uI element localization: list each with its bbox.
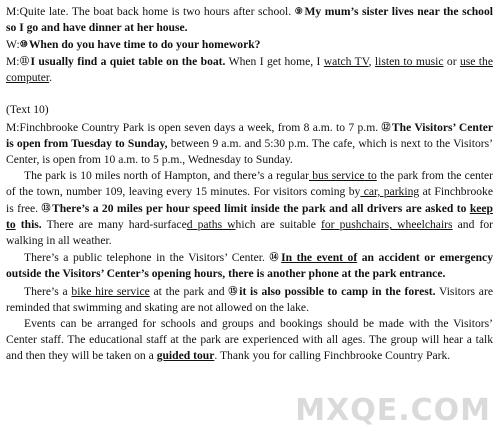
bold-text-run: The Visitors’ Center is open from Tuesday to Sunday,	[6, 120, 493, 150]
text-run: and for walking in all weather.	[6, 218, 493, 248]
text-run: the park from the center of the town, number 109, leaving every 15 minutes. For visitors coming by	[6, 168, 493, 198]
text-run: Events can be arranged for schools and groups and bookings should be made with the Visitors’ Center staff. The educational staff at the park are experienced with all ages. The group will hear a talk and then they will be taken on a	[6, 316, 493, 362]
paragraph-4	[6, 283, 493, 316]
text-run: There’s a	[24, 284, 72, 298]
text-run: at the park and	[149, 284, 229, 298]
underlined-phrase: watch TV	[323, 55, 369, 69]
text-run: ,	[368, 55, 375, 69]
text-run: There’s a public telephone in the Visitors’ Center.	[24, 251, 270, 265]
question-marker: ⑨	[294, 6, 304, 16]
text-run: at Finchbrooke is free.	[6, 184, 493, 216]
text-run: hich are suitable	[235, 218, 321, 232]
speaker-label: M:	[6, 55, 20, 69]
text-run: When I get home, I	[225, 55, 324, 69]
underlined-phrase: use the computer	[6, 55, 493, 85]
bold-text-run: When do you have time to do your homework?	[28, 38, 261, 52]
underlined-phrase: car, parking	[360, 184, 420, 198]
question-marker: ⑭	[269, 252, 281, 263]
text-run: There are many hard-surface	[41, 218, 187, 232]
question-marker: ⑫	[381, 121, 391, 132]
question-marker: ⑬	[41, 203, 51, 214]
question-marker: ⑩	[19, 39, 28, 50]
underlined-phrase: listen to music	[374, 55, 444, 69]
bold-text-run: My mum’s sister lives near the school so I go and have dinner at her house.	[6, 5, 494, 35]
bold-text-run: an accident or emergency outside the Visitors’ Center’s opening hours, there is another phone at the park entrance.	[6, 251, 493, 281]
question-marker: ⑪	[19, 56, 30, 67]
text-run: or	[443, 55, 460, 69]
text-run: between 9 a.m. and 5:30 p.m. The cafe, which is next to the Visitors’ Center, is open from 10 a.m. to 5 p.m., Wednesday to Sunday.	[6, 136, 493, 166]
dialogue-line-2	[6, 36, 493, 53]
dialogue-line-1	[6, 3, 493, 36]
underlined-phrase: for pushchairs, wheelchairs	[321, 218, 453, 232]
dialogue-line-3	[6, 53, 493, 86]
bold-text-run: There’s a 20 miles per hour speed limit inside the park and all drivers are asked to	[51, 202, 470, 216]
text-run: M:Finchbrooke Country Park is open seven days a week, from 8 a.m. to 7 p.m.	[6, 120, 382, 134]
watermark-logo: MXQE.COM	[295, 392, 491, 428]
paragraph-5	[6, 316, 493, 364]
speaker-label: W:	[6, 38, 20, 52]
paragraph-3	[6, 249, 493, 282]
text-run: .	[49, 71, 53, 85]
paragraph-1	[6, 119, 493, 168]
text-run: . Thank you for calling Finchbrooke Country Park.	[214, 348, 451, 362]
underlined-phrase: bus service to	[308, 168, 377, 182]
underlined-phrase: bike hire service	[71, 284, 150, 298]
section-heading: (Text 10)	[6, 103, 49, 117]
question-marker: ⑮	[228, 285, 239, 296]
underlined-phrase: guided tour	[156, 348, 215, 362]
text-run: M:Quite late. The boat back home is two hours after school.	[6, 5, 295, 18]
text-run: Visitors are reminded that swimming and skating are not allowed on the lake.	[6, 284, 493, 314]
blank-line	[6, 86, 493, 102]
paragraph-2	[6, 168, 493, 249]
underlined-phrase: d paths w	[186, 218, 236, 232]
bold-text-run: I usually find a quiet table on the boat.	[30, 55, 226, 69]
bold-text-run: it is also possible to camp in the forest.	[239, 284, 436, 298]
text-run: The park is 10 miles north of Hampton, and there’s a regular	[24, 168, 309, 182]
underlined-phrase: keep to	[6, 202, 493, 232]
underlined-phrase: In the event of	[281, 251, 358, 265]
bold-text-run: this.	[15, 218, 42, 232]
